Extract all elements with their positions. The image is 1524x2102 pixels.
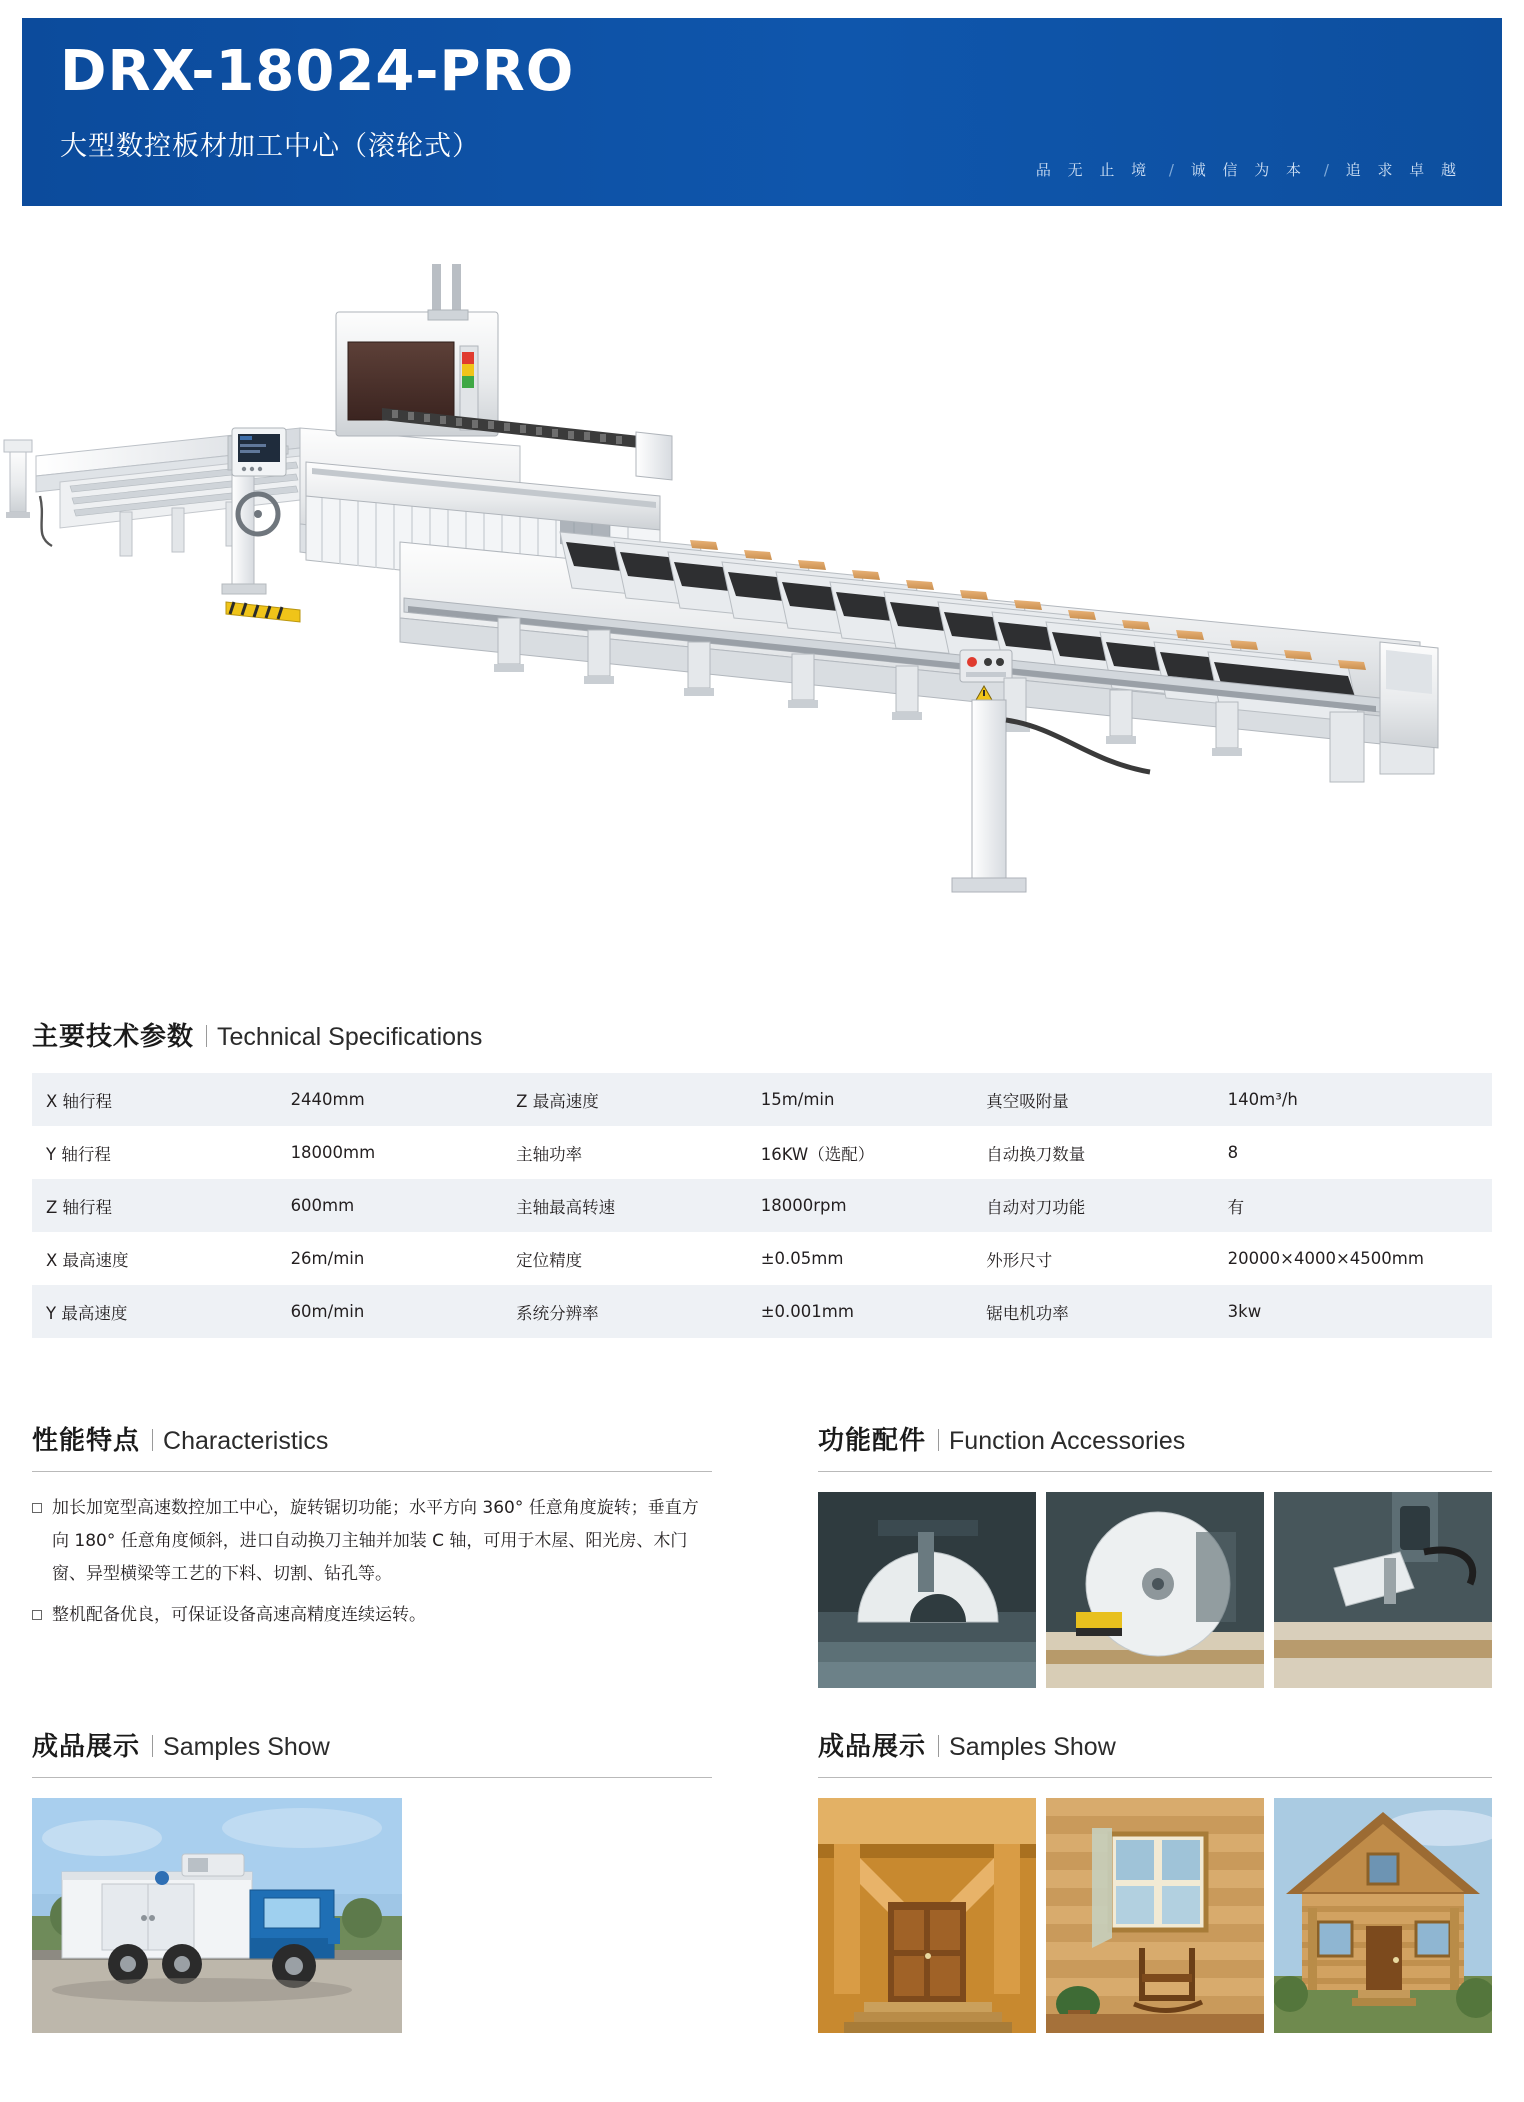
characteristics-list: [32, 1492, 712, 1632]
spec-label: 自动对刀功能: [986, 1197, 1086, 1217]
title-divider: [152, 1735, 153, 1757]
log-cabin-interior-photo: [1046, 1798, 1264, 2033]
spec-value: 3kw: [1227, 1302, 1262, 1321]
spec-value: 140m³/h: [1227, 1090, 1298, 1109]
specs-section-title: [32, 1016, 1492, 1053]
spec-value: 18000mm: [290, 1143, 376, 1162]
samples-right-title-en: Samples Show: [949, 1733, 1116, 1761]
specs-title-en: Technical Specifications: [217, 1023, 483, 1051]
table-row: [32, 1179, 1492, 1232]
machine-hero-image: [0, 250, 1524, 970]
spec-label: Z 最高速度: [516, 1091, 599, 1111]
samples-left-title-en: Samples Show: [163, 1733, 330, 1761]
section-rule: [32, 1471, 712, 1472]
spec-value: 60m/min: [290, 1302, 365, 1321]
function-accessories-section: [818, 1420, 1492, 1688]
spec-label: Z 轴行程: [46, 1197, 113, 1217]
spec-value: 有: [1227, 1197, 1245, 1217]
refrigerated-truck-photo: [32, 1798, 402, 2033]
title-divider: [206, 1025, 207, 1047]
samples-left-title-cn: 成品展示: [32, 1732, 141, 1762]
section-rule: [818, 1471, 1492, 1472]
accessories-photo-row: [818, 1492, 1492, 1688]
spec-value: ±0.001mm: [760, 1302, 854, 1321]
spec-value: 18000rpm: [760, 1196, 847, 1215]
spec-label: Y 轴行程: [46, 1144, 111, 1164]
characteristics-section: [32, 1420, 712, 1640]
spec-value: 2440mm: [290, 1090, 365, 1109]
spec-value: 16KW（选配）: [760, 1144, 875, 1164]
page-header: [22, 18, 1502, 206]
spec-label: Y 最高速度: [46, 1303, 128, 1323]
spindle-head-photo: [1274, 1492, 1492, 1688]
title-divider: [152, 1429, 153, 1451]
title-divider: [938, 1429, 939, 1451]
samples-left-section-title: [32, 1726, 712, 1763]
section-rule: [818, 1777, 1492, 1778]
list-item: 整机配备优良，可保证设备高速高精度连续运转。: [32, 1599, 712, 1632]
table-row: [32, 1232, 1492, 1285]
spec-label: 自动换刀数量: [986, 1144, 1086, 1164]
spec-label: X 轴行程: [46, 1091, 113, 1111]
spec-value: 20000×4000×4500mm: [1227, 1249, 1424, 1268]
accessories-title-cn: 功能配件: [818, 1426, 927, 1456]
table-row: [32, 1073, 1492, 1126]
brand-slogan: [1036, 159, 1462, 180]
samples-show-right-section: [818, 1726, 1492, 2033]
spec-value: 8: [1227, 1143, 1239, 1162]
spec-label: 锯电机功率: [986, 1303, 1069, 1323]
samples-right-photo-row: [818, 1798, 1492, 2033]
spec-label: 定位精度: [516, 1250, 583, 1270]
characteristics-section-title: [32, 1420, 712, 1457]
accessories-title-en: Function Accessories: [949, 1427, 1186, 1455]
samples-right-title-cn: 成品展示: [818, 1732, 927, 1762]
slogan-separator-1: /: [1168, 161, 1174, 179]
slogan-part-2: 诚 信 为 本: [1190, 161, 1308, 179]
log-cabin-exterior-photo: [1274, 1798, 1492, 2033]
saw-blade-closeup-photo: [1046, 1492, 1264, 1688]
section-rule: [32, 1777, 712, 1778]
specs-title-cn: 主要技术参数: [32, 1022, 195, 1052]
accessories-section-title: [818, 1420, 1492, 1457]
spec-label: 系统分辨率: [516, 1303, 599, 1323]
saw-blade-unit-photo: [818, 1492, 1036, 1688]
table-row: [32, 1126, 1492, 1179]
timber-entrance-photo: [818, 1798, 1036, 2033]
samples-right-section-title: [818, 1726, 1492, 1763]
spec-value: 15m/min: [760, 1090, 835, 1109]
spec-value: 600mm: [290, 1196, 355, 1215]
spec-value: 26m/min: [290, 1249, 365, 1268]
slogan-part-3: 追 求 卓 越: [1345, 161, 1462, 179]
specifications-table: [32, 1073, 1492, 1338]
spec-label: 外形尺寸: [986, 1250, 1053, 1270]
spec-label: X 最高速度: [46, 1250, 129, 1270]
samples-show-left-section: [32, 1726, 712, 2033]
product-model-title: DRX-18024-PRO: [60, 39, 575, 104]
spec-label: 真空吸附量: [986, 1091, 1069, 1111]
spec-value: ±0.05mm: [760, 1249, 844, 1268]
spec-label: 主轴功率: [516, 1144, 583, 1164]
list-item: 加长加宽型高速数控加工中心，旋转锯切功能；水平方向 360° 任意角度旋转；垂直方向 180° 任意角度倾斜，进口自动换刀主轴并加装 C 轴，可用于木屋、阳光房、木门窗、异型横梁等工艺的下料、切割、钻孔等。: [32, 1492, 712, 1591]
product-subtitle: 大型数控板材加工中心（滚轮式）: [60, 131, 480, 162]
characteristics-title-en: Characteristics: [163, 1427, 329, 1455]
technical-specifications-section: [32, 1016, 1492, 1338]
spec-label: 主轴最高转速: [516, 1197, 616, 1217]
table-row: [32, 1285, 1492, 1338]
title-divider: [938, 1735, 939, 1757]
slogan-separator-2: /: [1323, 161, 1329, 179]
slogan-part-1: 品 无 止 境: [1035, 161, 1153, 179]
characteristics-title-cn: 性能特点: [32, 1426, 141, 1456]
